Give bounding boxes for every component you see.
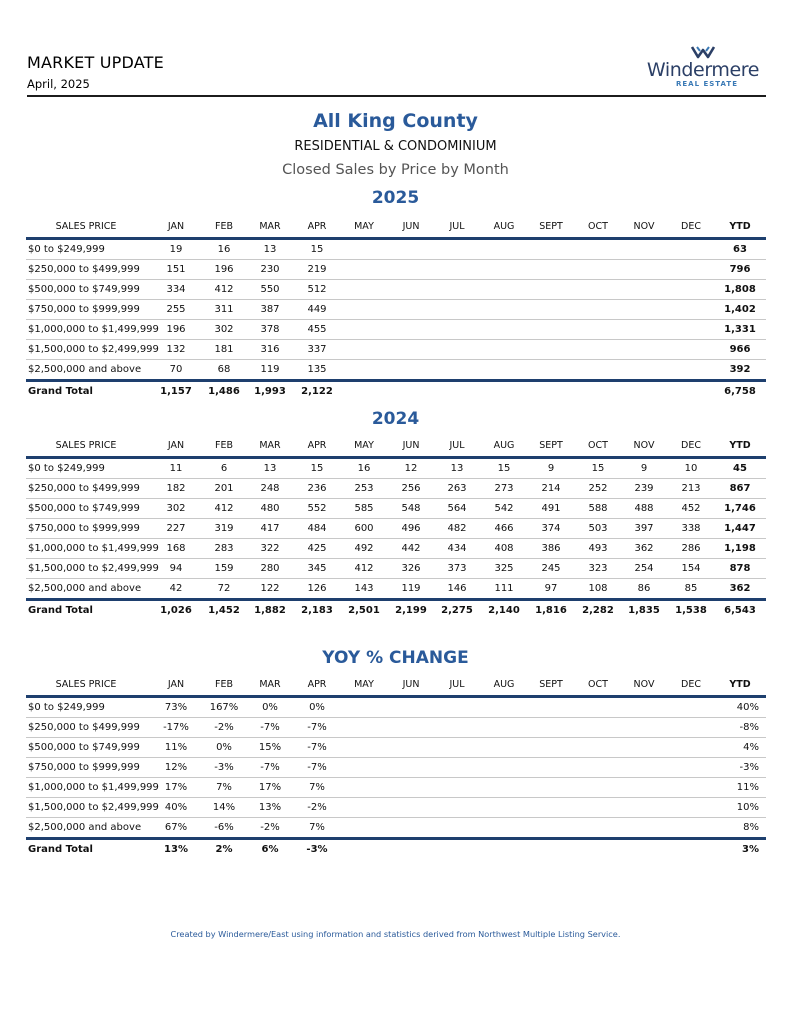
price-range-label: $0 to $249,999 bbox=[28, 463, 105, 474]
cell-feb: -3% bbox=[214, 762, 234, 773]
price-range-label: $750,000 to $999,999 bbox=[28, 523, 140, 534]
column-header-aug: AUG bbox=[493, 679, 515, 690]
cell-ytd: -3% bbox=[739, 762, 759, 773]
cell-feb: 167% bbox=[209, 702, 239, 713]
cell-jan: 11 bbox=[169, 463, 183, 474]
price-range-label: $250,000 to $499,999 bbox=[28, 722, 140, 733]
cell-aug: 325 bbox=[494, 563, 514, 574]
column-header-feb: FEB bbox=[215, 440, 233, 451]
total-dec: 1,538 bbox=[675, 605, 707, 616]
cell-mar: 13 bbox=[263, 463, 277, 474]
column-header-sept: SEPT bbox=[539, 679, 563, 690]
column-header-dec: DEC bbox=[681, 679, 701, 690]
cell-mar: 378 bbox=[260, 324, 280, 335]
column-header-nov: NOV bbox=[633, 440, 655, 451]
cell-mar: 550 bbox=[260, 284, 280, 295]
cell-jan: 19 bbox=[169, 244, 183, 255]
total-apr: 2,183 bbox=[301, 605, 333, 616]
cell-nov: 254 bbox=[634, 563, 654, 574]
footer-credit: Created by Windermere/East using information and statistics derived from Northwest Multiple Listing Service. bbox=[170, 929, 621, 939]
cell-feb: 6 bbox=[220, 463, 228, 474]
cell-oct: 15 bbox=[591, 463, 605, 474]
total-jul: 2,275 bbox=[441, 605, 473, 616]
column-header-sales-price: SALES PRICE bbox=[55, 679, 117, 690]
cell-mar: -2% bbox=[260, 822, 280, 833]
header-divider bbox=[27, 95, 766, 97]
column-header-sept: SEPT bbox=[539, 440, 563, 451]
cell-may: 16 bbox=[357, 463, 371, 474]
column-header-may: MAY bbox=[354, 221, 374, 232]
cell-nov: 9 bbox=[640, 463, 648, 474]
cell-apr: 15 bbox=[310, 463, 324, 474]
cell-jun: 12 bbox=[404, 463, 418, 474]
column-header-apr: APR bbox=[307, 221, 327, 232]
cell-apr: 449 bbox=[307, 304, 327, 315]
cell-apr: 484 bbox=[307, 523, 327, 534]
cell-apr: 236 bbox=[307, 483, 327, 494]
price-range-label: $750,000 to $999,999 bbox=[28, 304, 140, 315]
table-header-row bbox=[26, 675, 766, 695]
column-header-sales-price: SALES PRICE bbox=[55, 440, 117, 451]
cell-feb: -6% bbox=[214, 822, 234, 833]
cell-feb: 14% bbox=[212, 802, 236, 813]
cell-jan: 11% bbox=[164, 742, 188, 753]
cell-ytd: 4% bbox=[743, 742, 759, 753]
price-range-label: $250,000 to $499,999 bbox=[28, 483, 140, 494]
cell-mar: 230 bbox=[260, 264, 280, 275]
cell-mar: 15% bbox=[258, 742, 282, 753]
cell-jan: 334 bbox=[166, 284, 186, 295]
table-row bbox=[26, 300, 766, 320]
grand-total-row bbox=[26, 840, 766, 859]
cell-jan: 12% bbox=[164, 762, 188, 773]
cell-feb: -2% bbox=[214, 722, 234, 733]
column-header-jul: JUL bbox=[449, 679, 465, 690]
cell-ytd: 1,447 bbox=[724, 523, 756, 534]
cell-ytd: -8% bbox=[739, 722, 759, 733]
cell-jul: 564 bbox=[447, 503, 467, 514]
column-header-jun: JUN bbox=[402, 221, 420, 232]
total-feb: 1,452 bbox=[208, 605, 240, 616]
column-header-mar: MAR bbox=[259, 221, 281, 232]
total-ytd: 6,543 bbox=[724, 605, 756, 616]
sales-table bbox=[26, 217, 766, 401]
cell-jan: 196 bbox=[166, 324, 186, 335]
total-mar: 6% bbox=[261, 844, 279, 855]
cell-ytd: 11% bbox=[736, 782, 759, 793]
price-range-label: $1,500,000 to $2,499,999 bbox=[28, 802, 159, 813]
table-row bbox=[26, 459, 766, 479]
cell-apr: 337 bbox=[307, 344, 327, 355]
table-header-row bbox=[26, 217, 766, 237]
cell-apr: 219 bbox=[307, 264, 327, 275]
column-header-sept: SEPT bbox=[539, 221, 563, 232]
price-range-label: $2,500,000 and above bbox=[28, 364, 142, 375]
column-header-jul: JUL bbox=[449, 221, 465, 232]
table-row bbox=[26, 559, 766, 579]
table-row bbox=[26, 758, 766, 778]
windermere-logo bbox=[640, 44, 766, 92]
cell-may: 585 bbox=[354, 503, 374, 514]
cell-feb: 181 bbox=[214, 344, 234, 355]
cell-oct: 493 bbox=[588, 543, 608, 554]
cell-jan: 17% bbox=[164, 782, 188, 793]
cell-mar: -7% bbox=[260, 722, 280, 733]
cell-ytd: 867 bbox=[729, 483, 751, 494]
cell-ytd: 8% bbox=[743, 822, 759, 833]
cell-mar: 17% bbox=[258, 782, 282, 793]
total-aug: 2,140 bbox=[488, 605, 520, 616]
column-header-apr: APR bbox=[307, 679, 327, 690]
cell-apr: 135 bbox=[307, 364, 327, 375]
cell-ytd: 45 bbox=[733, 463, 747, 474]
cell-feb: 283 bbox=[214, 543, 234, 554]
cell-oct: 108 bbox=[588, 583, 608, 594]
logo-tagline: REAL ESTATE bbox=[676, 80, 738, 88]
cell-feb: 412 bbox=[214, 284, 234, 295]
cell-mar: 13 bbox=[263, 244, 277, 255]
total-ytd: 6,758 bbox=[724, 386, 756, 397]
table-row bbox=[26, 519, 766, 539]
price-range-label: $1,500,000 to $2,499,999 bbox=[28, 563, 159, 574]
sales-table bbox=[26, 436, 766, 620]
cell-jan: 73% bbox=[164, 702, 188, 713]
table-row bbox=[26, 738, 766, 758]
cell-apr: 455 bbox=[307, 324, 327, 335]
cell-nov: 397 bbox=[634, 523, 654, 534]
table-row bbox=[26, 579, 766, 598]
cell-mar: 387 bbox=[260, 304, 280, 315]
total-mar: 1,882 bbox=[254, 605, 286, 616]
cell-apr: 425 bbox=[307, 543, 327, 554]
cell-feb: 72 bbox=[217, 583, 231, 594]
column-header-mar: MAR bbox=[259, 440, 281, 451]
total-feb: 2% bbox=[215, 844, 233, 855]
cell-oct: 323 bbox=[588, 563, 608, 574]
column-header-feb: FEB bbox=[215, 679, 233, 690]
price-range-label: $0 to $249,999 bbox=[28, 244, 105, 255]
cell-apr: -7% bbox=[307, 722, 327, 733]
cell-sept: 245 bbox=[541, 563, 561, 574]
table-row bbox=[26, 479, 766, 499]
cell-dec: 286 bbox=[681, 543, 701, 554]
price-range-label: $1,000,000 to $1,499,999 bbox=[28, 324, 159, 335]
cell-feb: 311 bbox=[214, 304, 234, 315]
price-range-label: $250,000 to $499,999 bbox=[28, 264, 140, 275]
cell-jun: 442 bbox=[401, 543, 421, 554]
cell-jul: 373 bbox=[447, 563, 467, 574]
table-row bbox=[26, 539, 766, 559]
total-jun: 2,199 bbox=[395, 605, 427, 616]
cell-feb: 196 bbox=[214, 264, 234, 275]
price-range-label: $500,000 to $749,999 bbox=[28, 503, 140, 514]
table-row bbox=[26, 240, 766, 260]
cell-jul: 13 bbox=[450, 463, 464, 474]
cell-apr: -7% bbox=[307, 762, 327, 773]
cell-ytd: 878 bbox=[729, 563, 751, 574]
cell-nov: 239 bbox=[634, 483, 654, 494]
table-row bbox=[26, 698, 766, 718]
cell-jun: 256 bbox=[401, 483, 421, 494]
cell-ytd: 1,198 bbox=[724, 543, 756, 554]
column-header-ytd: YTD bbox=[729, 221, 751, 232]
cell-mar: 122 bbox=[260, 583, 280, 594]
cell-oct: 252 bbox=[588, 483, 608, 494]
cell-jan: 67% bbox=[164, 822, 188, 833]
cell-ytd: 1,746 bbox=[724, 503, 756, 514]
cell-may: 253 bbox=[354, 483, 374, 494]
cell-mar: 417 bbox=[260, 523, 280, 534]
cell-jun: 326 bbox=[401, 563, 421, 574]
cell-jun: 496 bbox=[401, 523, 421, 534]
price-range-label: $2,500,000 and above bbox=[28, 583, 142, 594]
cell-jan: 227 bbox=[166, 523, 186, 534]
table-row bbox=[26, 260, 766, 280]
total-oct: 2,282 bbox=[582, 605, 614, 616]
cell-sept: 9 bbox=[547, 463, 555, 474]
report-subtitle: Closed Sales by Price by Month bbox=[282, 162, 509, 178]
column-header-jan: JAN bbox=[167, 440, 185, 451]
table-heading: YOY % CHANGE bbox=[322, 648, 469, 668]
cell-ytd: 40% bbox=[736, 702, 759, 713]
price-range-label: $0 to $249,999 bbox=[28, 702, 105, 713]
column-header-may: MAY bbox=[354, 679, 374, 690]
column-header-aug: AUG bbox=[493, 440, 515, 451]
cell-jul: 434 bbox=[447, 543, 467, 554]
column-header-apr: APR bbox=[307, 440, 327, 451]
column-header-oct: OCT bbox=[588, 679, 608, 690]
cell-apr: 552 bbox=[307, 503, 327, 514]
cell-apr: 7% bbox=[309, 782, 325, 793]
column-header-ytd: YTD bbox=[729, 679, 751, 690]
cell-mar: 316 bbox=[260, 344, 280, 355]
grand-total-label: Grand Total bbox=[28, 844, 93, 855]
cell-aug: 408 bbox=[494, 543, 514, 554]
cell-jan: 168 bbox=[166, 543, 186, 554]
column-header-jun: JUN bbox=[402, 679, 420, 690]
cell-ytd: 63 bbox=[733, 244, 747, 255]
cell-nov: 362 bbox=[634, 543, 654, 554]
cell-jan: 94 bbox=[169, 563, 183, 574]
cell-mar: 322 bbox=[260, 543, 280, 554]
cell-may: 492 bbox=[354, 543, 374, 554]
report-kind: MARKET UPDATE bbox=[27, 53, 164, 72]
cell-jan: 182 bbox=[166, 483, 186, 494]
cell-ytd: 966 bbox=[729, 344, 751, 355]
cell-aug: 111 bbox=[494, 583, 514, 594]
cell-oct: 503 bbox=[588, 523, 608, 534]
cell-jun: 548 bbox=[401, 503, 421, 514]
column-header-oct: OCT bbox=[588, 221, 608, 232]
cell-feb: 412 bbox=[214, 503, 234, 514]
cell-sept: 491 bbox=[541, 503, 561, 514]
cell-apr: 7% bbox=[309, 822, 325, 833]
cell-feb: 0% bbox=[216, 742, 232, 753]
cell-mar: 13% bbox=[258, 802, 282, 813]
cell-dec: 85 bbox=[684, 583, 698, 594]
cell-jun: 119 bbox=[401, 583, 421, 594]
table-heading: 2024 bbox=[371, 409, 420, 429]
price-range-label: $1,000,000 to $1,499,999 bbox=[28, 782, 159, 793]
cell-ytd: 362 bbox=[729, 583, 751, 594]
column-header-jan: JAN bbox=[167, 221, 185, 232]
cell-apr: 15 bbox=[310, 244, 324, 255]
cell-may: 412 bbox=[354, 563, 374, 574]
cell-jan: 132 bbox=[166, 344, 186, 355]
cell-dec: 154 bbox=[681, 563, 701, 574]
cell-aug: 15 bbox=[497, 463, 511, 474]
cell-sept: 97 bbox=[544, 583, 558, 594]
cell-mar: 0% bbox=[262, 702, 278, 713]
cell-jan: 255 bbox=[166, 304, 186, 315]
cell-jan: 151 bbox=[166, 264, 186, 275]
table-row bbox=[26, 320, 766, 340]
table-row bbox=[26, 798, 766, 818]
total-mar: 1,993 bbox=[254, 386, 286, 397]
column-header-jul: JUL bbox=[449, 440, 465, 451]
cell-apr: -7% bbox=[307, 742, 327, 753]
cell-apr: -2% bbox=[307, 802, 327, 813]
cell-apr: 0% bbox=[309, 702, 325, 713]
total-apr: -3% bbox=[306, 844, 328, 855]
cell-feb: 159 bbox=[214, 563, 234, 574]
total-ytd: 3% bbox=[742, 844, 759, 855]
cell-feb: 201 bbox=[214, 483, 234, 494]
county-title: All King County bbox=[313, 110, 478, 132]
cell-jan: -17% bbox=[163, 722, 189, 733]
cell-feb: 7% bbox=[216, 782, 232, 793]
grand-total-row bbox=[26, 601, 766, 620]
cell-aug: 273 bbox=[494, 483, 514, 494]
logo-wordmark: Windermere bbox=[646, 59, 760, 81]
cell-nov: 488 bbox=[634, 503, 654, 514]
column-header-nov: NOV bbox=[633, 679, 655, 690]
price-range-label: $1,000,000 to $1,499,999 bbox=[28, 543, 159, 554]
cell-ytd: 1,331 bbox=[724, 324, 756, 335]
cell-jul: 482 bbox=[447, 523, 467, 534]
cell-nov: 86 bbox=[637, 583, 651, 594]
column-header-ytd: YTD bbox=[729, 440, 751, 451]
price-range-label: $500,000 to $749,999 bbox=[28, 284, 140, 295]
column-header-jun: JUN bbox=[402, 440, 420, 451]
total-may: 2,501 bbox=[348, 605, 380, 616]
price-range-label: $750,000 to $999,999 bbox=[28, 762, 140, 773]
cell-aug: 542 bbox=[494, 503, 514, 514]
column-header-dec: DEC bbox=[681, 221, 701, 232]
table-header-row bbox=[26, 436, 766, 456]
cell-mar: 248 bbox=[260, 483, 280, 494]
column-header-sales-price: SALES PRICE bbox=[55, 221, 117, 232]
price-range-label: $500,000 to $749,999 bbox=[28, 742, 140, 753]
column-header-oct: OCT bbox=[588, 440, 608, 451]
cell-aug: 466 bbox=[494, 523, 514, 534]
cell-mar: 119 bbox=[260, 364, 280, 375]
grand-total-label: Grand Total bbox=[28, 605, 93, 616]
cell-dec: 338 bbox=[681, 523, 701, 534]
total-jan: 13% bbox=[164, 844, 188, 855]
cell-jan: 70 bbox=[169, 364, 183, 375]
windermere-logo-icon bbox=[690, 44, 716, 60]
cell-dec: 10 bbox=[684, 463, 698, 474]
column-header-aug: AUG bbox=[493, 221, 515, 232]
cell-apr: 345 bbox=[307, 563, 327, 574]
cell-ytd: 392 bbox=[729, 364, 751, 375]
price-range-label: $1,500,000 to $2,499,999 bbox=[28, 344, 159, 355]
total-jan: 1,157 bbox=[160, 386, 192, 397]
column-header-dec: DEC bbox=[681, 440, 701, 451]
sales-table bbox=[26, 675, 766, 859]
cell-ytd: 796 bbox=[729, 264, 751, 275]
cell-mar: 280 bbox=[260, 563, 280, 574]
report-date: April, 2025 bbox=[27, 77, 90, 91]
grand-total-row bbox=[26, 382, 766, 401]
cell-oct: 588 bbox=[588, 503, 608, 514]
table-row bbox=[26, 280, 766, 300]
cell-jan: 302 bbox=[166, 503, 186, 514]
cell-jan: 42 bbox=[169, 583, 183, 594]
column-header-feb: FEB bbox=[215, 221, 233, 232]
cell-jan: 40% bbox=[164, 802, 188, 813]
column-header-may: MAY bbox=[354, 440, 374, 451]
cell-apr: 126 bbox=[307, 583, 327, 594]
cell-sept: 374 bbox=[541, 523, 561, 534]
cell-ytd: 1,402 bbox=[724, 304, 756, 315]
cell-jul: 263 bbox=[447, 483, 467, 494]
total-feb: 1,486 bbox=[208, 386, 240, 397]
total-sept: 1,816 bbox=[535, 605, 567, 616]
cell-feb: 68 bbox=[217, 364, 231, 375]
total-nov: 1,835 bbox=[628, 605, 660, 616]
cell-mar: 480 bbox=[260, 503, 280, 514]
table-row bbox=[26, 340, 766, 360]
cell-dec: 452 bbox=[681, 503, 701, 514]
grand-total-label: Grand Total bbox=[28, 386, 93, 397]
price-range-label: $2,500,000 and above bbox=[28, 822, 142, 833]
cell-apr: 512 bbox=[307, 284, 327, 295]
cell-feb: 16 bbox=[217, 244, 231, 255]
table-row bbox=[26, 360, 766, 379]
table-row bbox=[26, 818, 766, 837]
column-header-nov: NOV bbox=[633, 221, 655, 232]
cell-mar: -7% bbox=[260, 762, 280, 773]
property-type: RESIDENTIAL & CONDOMINIUM bbox=[294, 139, 497, 154]
table-heading: 2025 bbox=[371, 188, 420, 208]
cell-ytd: 10% bbox=[736, 802, 759, 813]
cell-may: 143 bbox=[354, 583, 374, 594]
cell-may: 600 bbox=[354, 523, 374, 534]
cell-sept: 386 bbox=[541, 543, 561, 554]
column-header-jan: JAN bbox=[167, 679, 185, 690]
table-row bbox=[26, 499, 766, 519]
cell-dec: 213 bbox=[681, 483, 701, 494]
column-header-mar: MAR bbox=[259, 679, 281, 690]
cell-feb: 319 bbox=[214, 523, 234, 534]
cell-ytd: 1,808 bbox=[724, 284, 756, 295]
cell-feb: 302 bbox=[214, 324, 234, 335]
cell-jul: 146 bbox=[447, 583, 467, 594]
cell-sept: 214 bbox=[541, 483, 561, 494]
total-jan: 1,026 bbox=[160, 605, 192, 616]
table-row bbox=[26, 718, 766, 738]
total-apr: 2,122 bbox=[301, 386, 333, 397]
table-row bbox=[26, 778, 766, 798]
